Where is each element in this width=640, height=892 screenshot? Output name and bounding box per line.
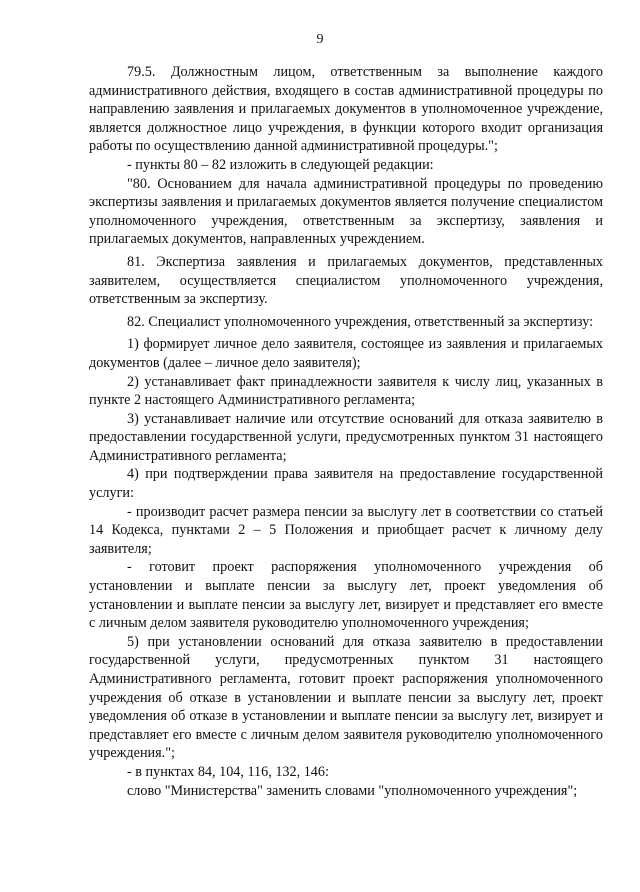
paragraph-replace-word: слово "Министерства" заменить словами "уполномоченного учреждения";: [127, 782, 578, 799]
paragraph-79-5: 79.5. Должностным лицом, ответственным за выполнение каждого административного действия, входящего в состав административной процедуры по направлению заявления и прилагаемых документов в уполномоченное учреждение, является должностное лицо учреждения, в функции которого входит организация работы по осуществлению данной административной процедуры.";: [89, 64, 603, 155]
paragraph-82: 82. Специалист уполномоченного учреждения, ответственный за экспертизу:: [127, 313, 594, 330]
paragraph-82-item-2: 2) устанавливает факт принадлежности заявителя к числу лиц, указанных в пункте 2 настоящего Административного регламента;: [89, 373, 603, 409]
paragraph-82-item-4-draft: - готовит проект распоряжения уполномоченного учреждения об установлении и выплате пенсии за выслугу лет, проект уведомления об установлении и выплате пенсии за выслугу лет, визирует и представляет его вместе с личным делом заявителя руководителю уполномоченного учреждения;: [89, 559, 603, 632]
paragraph-amend-points: - в пунктах 84, 104, 116, 132, 146:: [127, 763, 329, 780]
page-number: 9: [316, 32, 324, 47]
paragraph-80: "80. Основанием для начала административной процедуры по проведению экспертизы заявления и прилагаемых документов является получение специалистом уполномоченного учреждения, ответственным за экспертизу, заявления и прилагаемых документов, направленных учреждением.: [89, 175, 603, 248]
paragraph-81: 81. Экспертиза заявления и прилагаемых документов, представленных заявителем, осуществляется специалистом уполномоченного учреждения, ответственным за экспертизу.: [89, 253, 603, 308]
paragraph-82-item-4: 4) при подтверждении права заявителя на предоставление государственной услуги:: [89, 466, 603, 502]
document-body: [89, 63, 603, 800]
paragraph-82-item-5: 5) при установлении оснований для отказа заявителю в предоставлении государственной услуги, предусмотренных пунктом 31 настоящего Административного регламента, готовит проект распоряжения уполномоченного учреждения об отказе в установлении и выплате пенсии за выслугу лет, проект уведомления об отказе в установлении и выплате пенсии за выслугу лет, визирует и представляет его вместе с личным делом заявителя руководителю уполномоченного учреждения.";: [89, 633, 603, 762]
paragraph-82-item-3: 3) устанавливает наличие или отсутствие оснований для отказа заявителю в предоставлении государственной услуги, предусмотренных пунктом 31 настоящего Административного регламента;: [89, 410, 603, 464]
paragraph-82-item-1: 1) формирует личное дело заявителя, состоящее из заявления и прилагаемых документов (далее – личное дело заявителя);: [89, 336, 603, 371]
paragraph-82-item-4-calc: - производит расчет размера пенсии за выслугу лет в соответствии со статьей 14 Кодекса, пунктами 2 – 5 Положения и приобщает расчет к личному делу заявителя;: [89, 503, 603, 557]
paragraph-amend-80-82: - пункты 80 – 82 изложить в следующей редакции:: [127, 156, 434, 173]
